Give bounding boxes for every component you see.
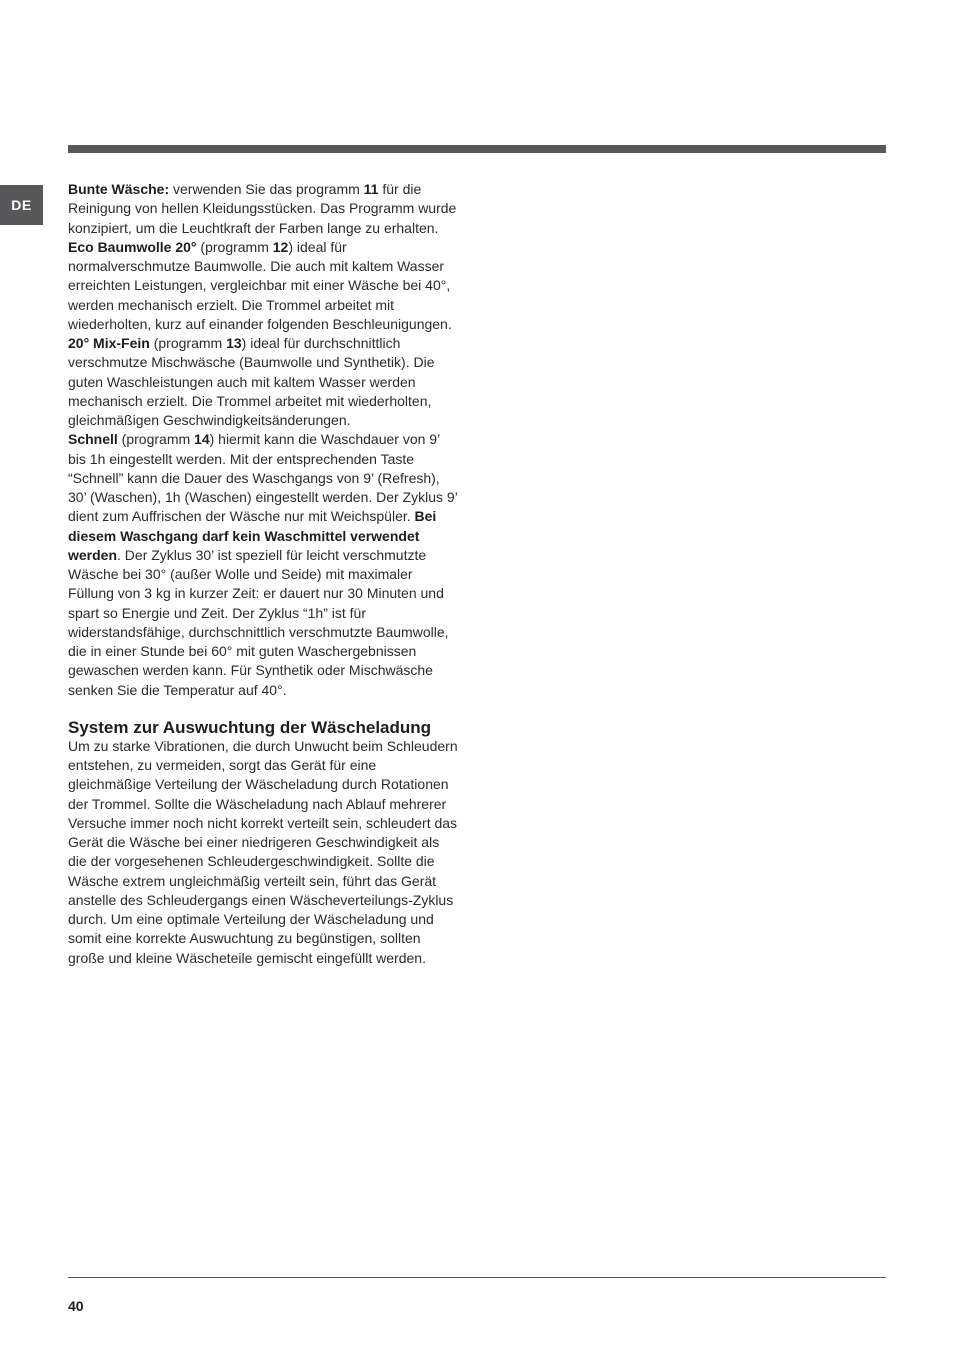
warning-no-detergent: Bei diesem Waschgang darf kein Waschmittel verwendet werden <box>68 508 437 563</box>
text-bunte-1: verwenden Sie das programm <box>169 181 364 197</box>
text-schnell-3: . Der Zyklus 30’ ist speziell für leicht verschmutzte Wäsche bei 30° (außer Wolle und Seide) mit maximaler Füllung von 3 kg in kurzer Zeit: er dauert nur 30 Minuten und spart so Energie und Zeit. Der Zyklus “1h” ist für widerstandsfähige, durchschnittlich verschmutzte Baumwolle, die in einer Stunde bei 60° mit guten Waschergebnissen gewaschen werden kann. Für Synthetik oder Mischwäsche senken Sie die Temperatur auf 40°. <box>68 546 449 698</box>
page-number: 40 <box>68 1298 84 1314</box>
program-number-14: 14 <box>194 431 210 448</box>
paragraph-balancing: Um zu starke Vibrationen, die durch Unwucht beim Schleudern entstehen, zu vermeiden, sorgt das Gerät für eine gleichmäßige Verteilung der Wäscheladung durch Rotationen der Trommel. Sollte die Wäscheladung nach Ablauf mehrerer Versuche immer noch nicht korrekt verteilt sein, schleudert das Gerät die Wäsche bei einer niedrigeren Geschwindigkeit als die der vorgesehenen Schleudergeschwindigkeit. Sollte die Wäsche extrem ungleichmäßig verteilt sein, führt das Gerät anstelle des Schleudergangs einen Wäscheverteilungs-Zyklus durch. Um eine optimale Verteilung der Wäscheladung und somit eine korrekte Auswuchtung zu begünstigen, sollten große und kleine Wäscheteile gemischt eingefüllt werden. <box>68 737 458 966</box>
term-mix: 20° Mix-Fein <box>68 335 150 351</box>
term-bunte: Bunte Wäsche: <box>68 181 170 197</box>
text-column <box>68 180 458 968</box>
bottom-divider-line <box>68 1277 886 1278</box>
term-eco: Eco Baumwolle 20° <box>68 238 197 255</box>
language-tab: DE <box>0 185 43 225</box>
paragraph-eco <box>68 238 458 334</box>
program-number-12: 12 <box>272 238 289 255</box>
text-schnell-2: ) hiermit kann die Waschdauer von 9’ bis 1h eingestellt werden. Mit der entsprechenden Taste “Schnell” kann die Dauer des Waschgangs von 9’ (Refresh), 30’ (Waschen), 1h (Waschen) eingestellt werden. Der Zyklus 9’ dient zum Auffrischen der Wäsche nur mit Weichspüler. <box>68 431 458 525</box>
text-mix-2: ) ideal für durchschnittlich verschmutze Mischwäsche (Baumwolle und Synthetik). Die guten Waschleistungen auch mit kaltem Wasser werden mechanisch erzielt. Die Trommel arbeitet mit wiederholten, gleichmäßigen Geschwindigkeitsänderungen. <box>68 335 435 428</box>
program-number-11: 11 <box>363 181 379 197</box>
term-schnell: Schnell <box>68 431 118 448</box>
paragraph-mix <box>68 334 458 430</box>
paragraph-schnell <box>68 430 458 700</box>
program-number-13: 13 <box>226 335 242 351</box>
text-bunte-2: für die Reinigung von hellen Kleidungsstücken. Das Programm wurde konzipiert, um die Leuchtkraft der Farben lange zu erhalten. <box>68 181 457 236</box>
text-schnell-1: (programm <box>117 431 195 448</box>
text-eco-2: ) ideal für normalverschmutze Baumwolle. Die auch mit kaltem Wasser erreichten Leistungen, vergleichbar mit einer Wäsche bei 40°, werden mechanisch erzielt. Die Trommel arbeitet mit wiederholten, kurz auf einander folgenden Beschleunigungen. <box>68 238 452 332</box>
paragraph-bunte <box>68 180 458 238</box>
section-heading-balancing: System zur Auswuchtung der Wäscheladung <box>68 717 432 737</box>
text-mix-1: (programm <box>149 335 227 351</box>
top-divider-bar <box>68 145 886 153</box>
text-eco-1: (programm <box>196 238 273 255</box>
